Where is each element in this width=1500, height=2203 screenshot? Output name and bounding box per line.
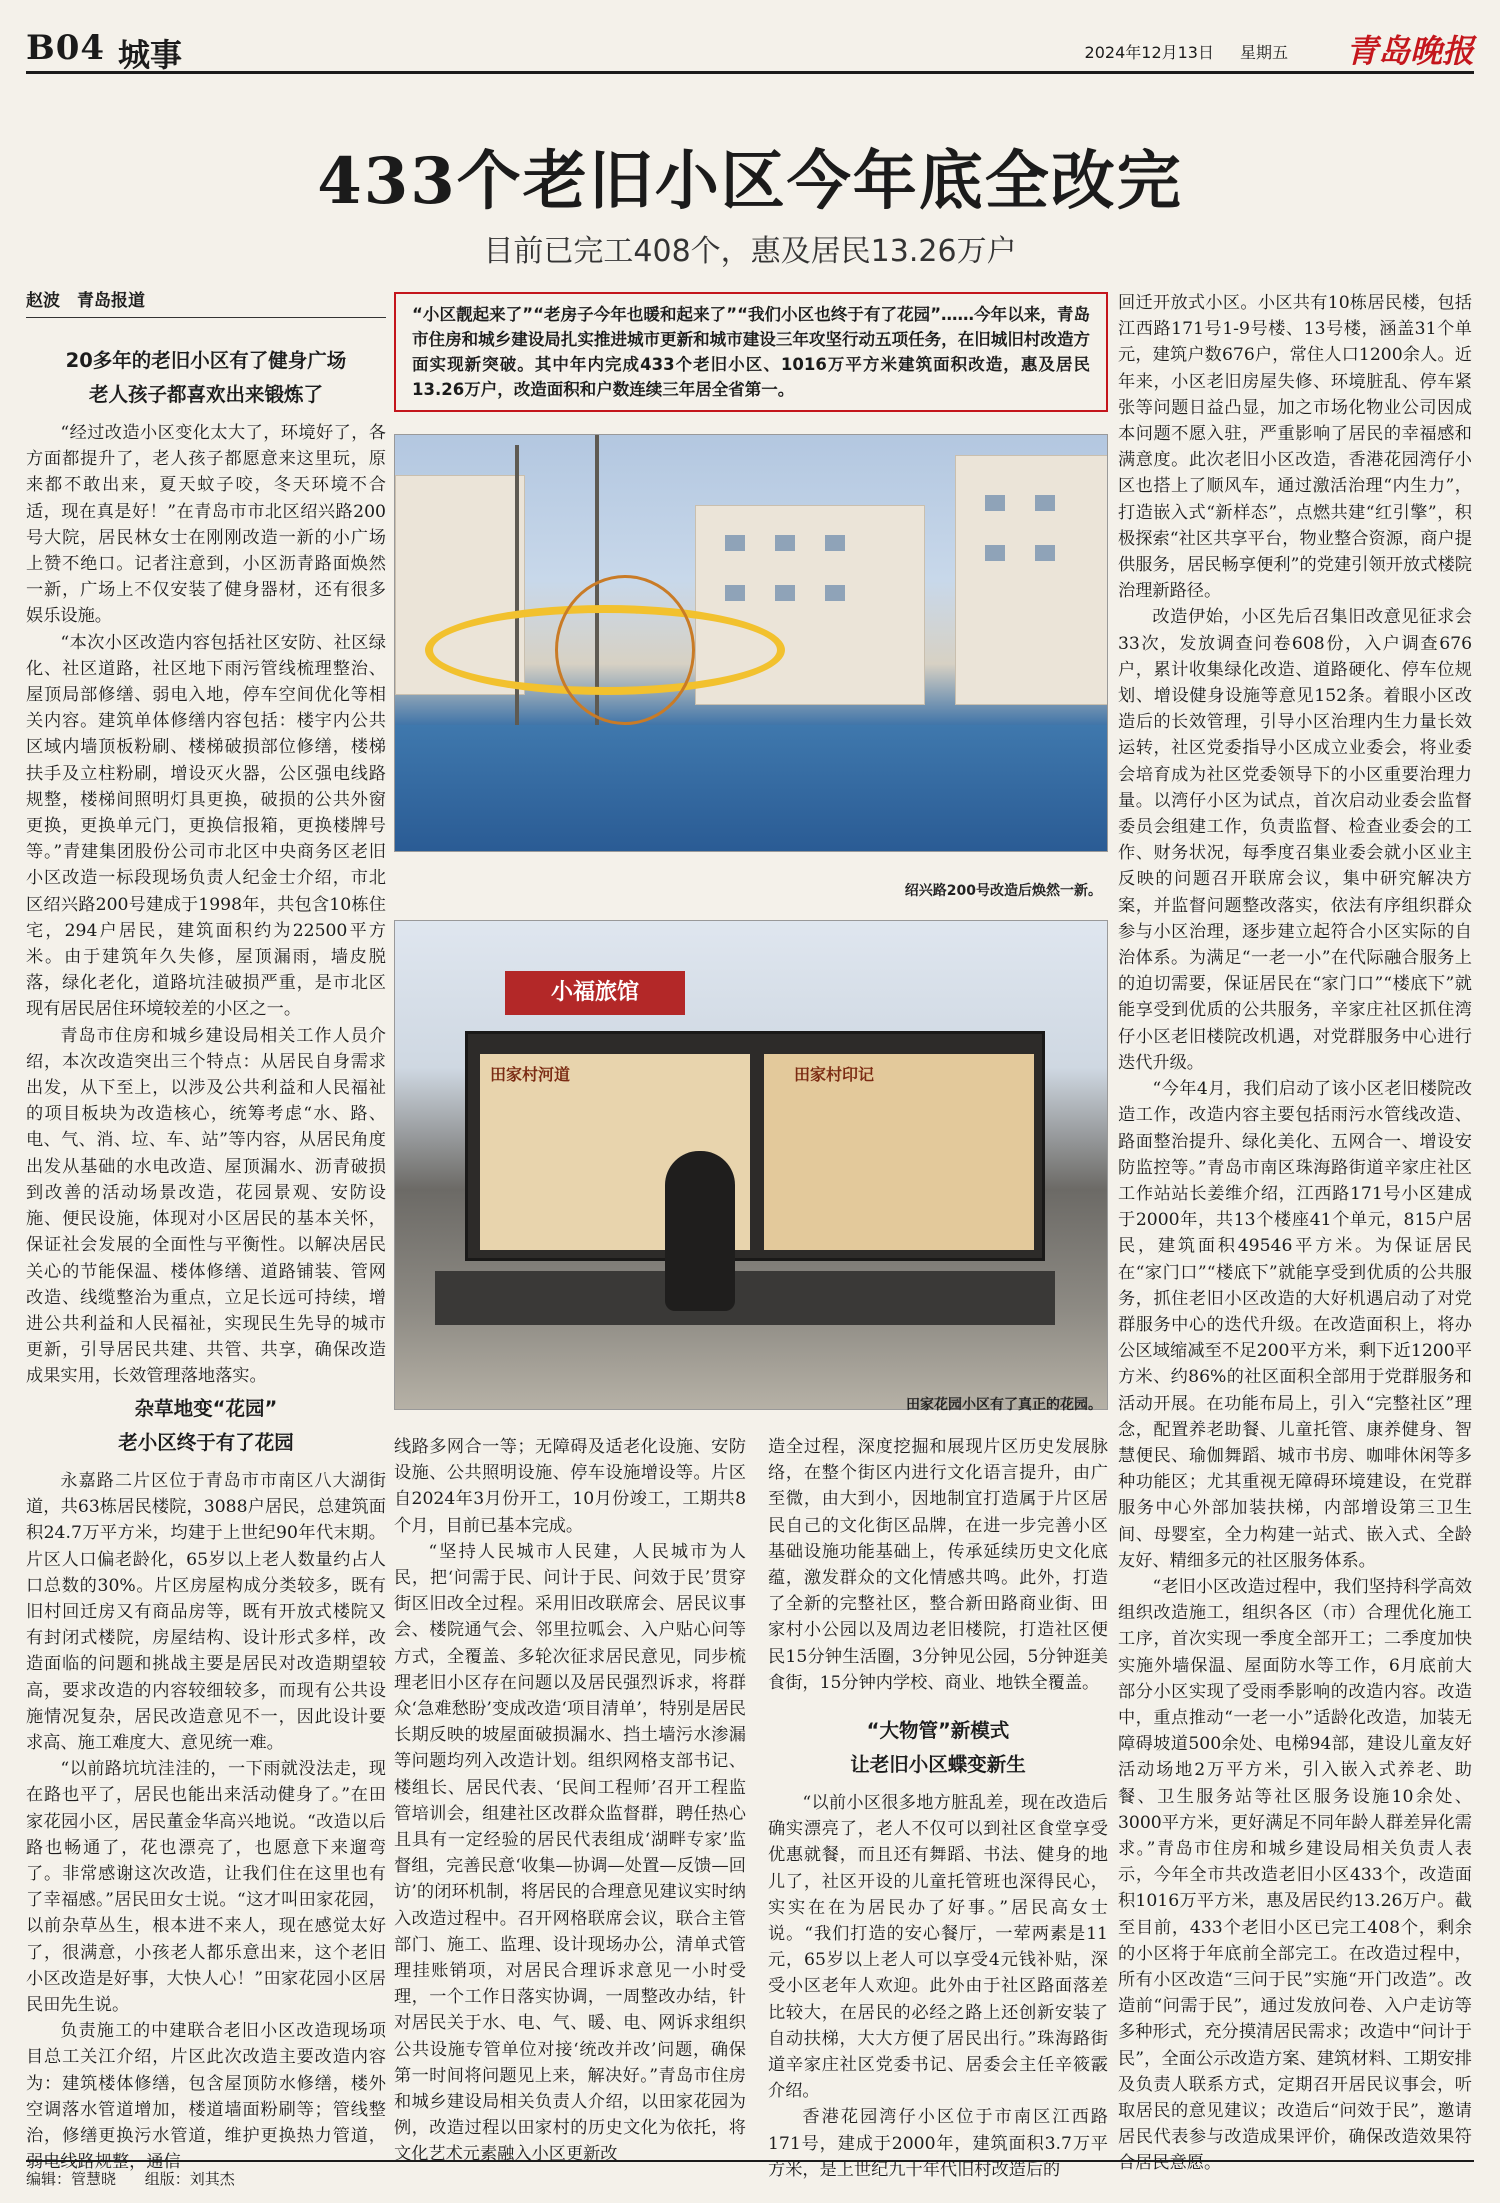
paragraph: 回迁开放式小区。小区共有10栋居民楼，包括江西路171号1-9号楼、13号楼，涵盖31个单元，建筑户数676户，常住人口1200余人。近年来，小区老旧房屋失修、环境脏乱、停车紧张等问题日益凸显，加之市场化物业公司因成本问题不愿入驻，严重影响了居民的幸福感和满意度。此次老旧小区改造，香港花园湾仔小区也搭上了顺风车，通过激活治理“内生力”，打造嵌入式“新样态”，点燃共建“红引擎”，积极探索“社区共享平台，物业整合资源，商户提供服务，居民畅享便利”的党建引领开放式楼院治理新路径。: [1118, 293, 1472, 602]
board-left-title: 田家村河道: [490, 1065, 571, 1084]
paragraph: “本次小区改造内容包括社区安防、社区绿化、社区道路，社区地下雨污管线梳理整治、屋顶局部修缮、弱电入地，停车空间优化等相关内容。建筑单体修缮内容包括：楼宇内公共区域内墙顶板粉刷、楼梯破损部位修缮，楼梯扶手及立柱粉刷，增设灭火器，公区强电线路规整，楼梯间照明灯具更换，破损的公共外窗更换，更换单元门，更换信报箱，更换楼牌号等。”青建集团股份公司市北区中央商务区老旧小区改造一标段现场负责人纪金士介绍，市北区绍兴路200号建成于1998年，共包含10栋住宅，294户居民，建筑面积约为22500平方米。由于建筑年久失修，屋顶漏雨，墙皮脱落，绿化老化，道路坑洼破损严重，是市北区现有居民居住环境较差的小区之一。: [26, 632, 386, 1020]
section3-title: “大物管”新模式 让老旧小区蝶变新生: [850, 1719, 1026, 1777]
paragraph: “今年4月，我们启动了该小区老旧楼院改造工作，改造内容主要包括雨污水管线改造、路面整治提升、绿化美化、五网合一、增设安防监控等。”青岛市南区珠海路街道辛家庄社区工作站站长姜维介绍，江西路171号小区建成于2000年，共13个楼座41个单元，815户居民，建筑面积49546平方米。为保证居民在“家门口”“楼底下”就能享受到优质的公共服务，抓住老旧小区改造的大好机遇启动了对党群服务中心的迭代升级。在改造面积上，将办公区域缩减至不足200平方米，剩下近1200平方米、约86%的社区面积全部用于党群服务和活动开展。在功能布局上，引入“完整社区”理念，配置养老助餐、儿童托管、康养健身、智慧便民、瑜伽舞蹈、城市书房、咖啡休闲等多种功能区；尤其重视无障碍环境建设，在党群服务中心外部加装扶梯，内部增设第三卫生间、母婴室，全力构建一站式、嵌入式、全龄友好、精细多元的社区服务体系。: [1118, 1079, 1472, 1571]
window: [825, 585, 845, 601]
middle-column-2: [768, 1434, 1108, 2183]
photo1-caption: 绍兴路200号改造后焕然一新。: [904, 883, 1102, 899]
layout-credit: 组版：刘其杰: [144, 2170, 235, 2188]
window: [775, 585, 795, 601]
paragraph: “经过改造小区变化太大了，环境好了，各方面都提升了，老人孩子都愿意来这里玩，原来都不敢出来，夏天蚊子咬，冬天环境不合适，现在真是好！”在青岛市市北区绍兴路200号大院，居民林女士在刚刚改造一新的小广场上赞不绝口。记者注意到，小区沥青路面焕然一新，广场上不仅安装了健身器材，还有很多娱乐设施。: [26, 423, 386, 627]
lead-box: “小区靓起来了”“老房子今年也暖和起来了”“我们小区也终于有了花园”……今年以来，青岛市住房和城乡建设局扎实推进城市更新和城市建设三年攻坚行动五项任务，在旧城旧村改造方面实现新突破。其中年内完成433个老旧小区、1016万平方米建筑面积改造，惠及居民13.26万户，改造面积和户数连续三年居全省第一。: [394, 292, 1108, 412]
section-name: 城事: [118, 36, 183, 74]
window: [985, 545, 1005, 561]
window: [825, 535, 845, 551]
footer: [26, 2160, 1474, 2189]
editor-credit: 编辑：管慧晓: [26, 2170, 117, 2188]
paragraph: “以前路坑坑洼洼的，一下雨就没法走，现在路也平了，居民也能出来活动健身了。”在田家花园小区，居民董金华高兴地说。“改造以后路也畅通了，花也漂亮了，也愿意下来遛弯了。非常感谢这次改造，让我们住在这里也有了幸福感。”居民田女士说。“这才叫田家花园，以前杂草丛生，根本进不来人，现在感觉太好了，很满意，小孩老人都乐意出来，这个老旧小区改造是好事，大快人心！”田家花园小区居民田先生说。: [26, 1759, 386, 2016]
window: [725, 585, 745, 601]
window: [985, 495, 1005, 511]
building: [955, 455, 1108, 705]
paragraph: “坚持人民城市人民建，人民城市为人民，把‘问需于民、问计于民、问效于民’贯穿街区旧改全过程。采用旧改联席会、居民议事会、楼院通气会、邻里拉呱会、入户贴心问等方式，全覆盖、多轮次征求居民意见，同步梳理老旧小区存在问题以及居民强烈诉求，将群众‘急难愁盼’变成改造‘项目清单’，特别是居民长期反映的坡屋面破损漏水、挡土墙污水渗漏等问题均列入改造计划。组织网格支部书记、楼组长、居民代表、‘民间工程师’召开工程监管培训会，组建社区改群众监督群，聘任热心且具有一定经验的居民代表组成‘湖畔专家’监督组，完善民意‘收集—协调—处置—反馈—回访’的闭环机制，将居民的合理意见建议实时纳入改造过程中。召开网格联席会议，联合主管部门、施工、监理、设计现场办公，清单式管理挂账销项，对居民合理诉求意见一小时受理，一个工作日落实协调，一周整改办结，针对居民关于水、电、气、暖、电、网诉求组织公共设施专管单位对接‘统改并改’问题，确保第一时间将问题见上来，解决好。”青岛市住房和城乡建设局相关负责人介绍，以田家花园为例，改造过程以田家村的历史文化为依托，将文化艺术元素融入小区更新改: [394, 1541, 746, 2165]
paragraph: 青岛市住房和城乡建设局相关工作人员介绍，本次改造突出三个特点：从居民自身需求出发，从下至上，以涉及公共利益和人民福祉的项目板块为改造核心，统筹考虑“水、路、电、气、消、垃、车、站”等内容，从居民角度出发从基础的水电改造、屋顶漏水、沥青破损到改善的活动场景改造，花园景观、安防设施、便民设施，体现对小区居民的基本关怀，保证社会发展的全面性与平衡性。以解决居民关心的节能保温、楼体修缮、道路铺装、管网改造、线缆整治为重点，立足长远可持续，增进公共利益和人民福祉，实现民生先导的城市更新，引导居民共建、共管、共享，确保改造成果实用，长效管理落地落实。: [26, 1025, 386, 1387]
rope-net: [555, 575, 695, 725]
window: [1035, 495, 1055, 511]
paper-logo: 青岛晚报: [1345, 32, 1474, 70]
window: [1035, 545, 1055, 561]
paragraph: 香港花园湾仔小区位于市南区江西路171号，建成于2000年，建筑面积3.7万平方米，是上世纪九十年代旧村改造后的: [768, 2107, 1108, 2180]
section1-title: 20多年的老旧小区有了健身广场 老人孩子都喜欢出来锻炼了: [65, 349, 347, 406]
paragraph: 改造伊始，小区先后召集旧改意见征求会33次，发放调查问卷608份，入户调查676户，累计收集绿化改造、道路硬化、停车位规划、增设健身设施等意见152条。着眼小区改造后的长效管理，引导小区治理内生力量长效运转，社区党委指导小区成立业委会，将业委会培育成为社区党委领导下的小区重要治理力量。以湾仔小区为试点，首次启动业委会监督委员会组建工作，负责监督、检查业委会的工作、财务状况，每季度召集业委会就小区业主反映的问题召开联席会议，集中研究解决方案，并监督问题整改落实，依法有序组织群众参与小区治理，逐步建立起符合小区实际的自治体系。为满足“一老一小”在代际融合服务上的迫切需要，保证居民在“家门口”“楼底下”就能享受到优质的公共服务，辛家庄社区抓住湾仔小区老旧楼院改机遇，对党群服务中心进行迭代升级。: [1118, 607, 1472, 1073]
right-column: [1118, 290, 1472, 2177]
paragraph: 负责施工的中建联合老旧小区改造现场项目总工关江介绍，片区此次改造主要改造内容为：建筑楼体修缮，包含屋顶防水修缮，楼外空调落水管道增加，楼道墙面粉刷等；管线整治，修缮更换污水管道，维护更换热力管道，弱电线路规整，通信: [26, 2021, 386, 2173]
byline: 赵波 青岛报道: [26, 286, 386, 318]
window: [775, 535, 795, 551]
subhead: 目前已完工408个，惠及居民13.26万户: [483, 234, 1017, 269]
middle-column-1: [394, 1434, 746, 2168]
paragraph: 线路多网合一等；无障碍及适老化设施、安防设施、公共照明设施、停车设施增设等。片区自2024年3月份开工，10月份竣工，工期共8个月，目前已基本完成。: [394, 1437, 746, 1536]
photo-garden-bench: [394, 920, 1108, 1410]
photo2-caption: 田家花园小区有了真正的花园。: [906, 1397, 1102, 1413]
board-panel-right: [764, 1054, 1034, 1250]
paragraph: 永嘉路二片区位于青岛市市南区八大湖街道，共63栋居民楼院，3088户居民，总建筑面积24.7万平方米，均建于上世纪90年代末期。片区人口偏老龄化，65岁以上老人数量约占人口总数的30%。片区房屋构成分类较多，既有旧村回迁房又有商品房等，既有开放式楼院又有封闭式楼院，房屋结构、设计形式多样，改造面临的问题和挑战主要是居民对改造期望较高，要求改造的内容较细较多，而现有公共设施情况复杂，居民改造意见不一，因此设计要求高、施工难度大、意见统一难。: [26, 1471, 386, 1754]
left-column-lower: [26, 1388, 386, 2175]
shop-sign: 小福旅馆: [505, 971, 685, 1015]
headline: 433个老旧小区今年底全改完: [317, 144, 1183, 219]
seated-resident: [665, 1151, 735, 1311]
section2-title: 杂草地变“花园” 老小区终于有了花园: [118, 1397, 294, 1454]
issue-date: 2024年12月13日: [1084, 43, 1214, 62]
left-column: [26, 340, 386, 1390]
issue-weekday: 星期五: [1239, 43, 1288, 62]
paragraph: “老旧小区改造过程中，我们坚持科学高效组织改造施工，组织各区（市）合理优化施工工序，首次实现一季度全部开工；二季度加快实施外墙保温、屋面防水等工作，6月底前大部分小区实现了受雨季影响的改造内容。改造中，重点推动“一老一小”适龄化改造，加装无障碍坡道500余处、电梯94部，建设儿童友好活动场地2万平方米，引入嵌入式养老、助餐、卫生服务站等社区服务设施10余处、3000平方米，更好满足不同年龄人群差异化需求。”青岛市住房和城乡建设局相关负责人表示，今年全市共改造老旧小区433个，改造面积1016万平方米，惠及居民约13.26万户。截至目前，433个老旧小区已完工408个，剩余的小区将于年底前全部完工。在改造过程中，所有小区改造“三问于民”实施“开门改造”。改造前“问需于民”，通过发放问卷、入户走访等多种形式，充分摸清居民需求；改造中“问计于民”，全面公示改造方案、建筑材料、工期安排及负责人联系方式，定期召开居民议事会，听取居民的意见建议；改造后“问效于民”，邀请居民代表参与改造成果评价，确保改造效果符合居民意愿。: [1118, 1576, 1472, 2174]
photo-fitness-plaza: [394, 434, 1108, 852]
board-right-title: 田家村印记: [794, 1065, 875, 1084]
section-code: B04: [26, 28, 106, 68]
bench: [435, 1271, 1055, 1325]
masthead: [26, 26, 1474, 74]
playground-court: [395, 725, 1108, 852]
window: [725, 535, 745, 551]
paragraph: 造全过程，深度挖掘和展现片区历史发展脉络，在整个街区内进行文化语言提升，由广至微，由大到小，因地制宜打造属于片区居民自己的文化街区品牌，在进一步完善小区基础设施功能基础上，传承延续历史文化底蕴，激发群众的文化情感共鸣。此外，打造了全新的完整社区，整合新田路商业街、田家村小公园以及周边老旧楼院，打造社区便民15分钟生活圈，3分钟见公园，5分钟逛美食街，15分钟内学校、商业、地铁全覆盖。: [768, 1437, 1108, 1693]
history-board: [465, 1031, 1045, 1261]
paragraph: “以前小区很多地方脏乱差，现在改造后确实漂亮了，老人不仅可以到社区食堂享受优惠就餐，而且还有舞蹈、书法、健身的地儿了，社区开设的儿童托管班也深得民心，实实在在为居民办了好事。”居民高女士说。“我们打造的安心餐厅，一荤两素是11元，65岁以上老人可以享受4元钱补贴，深受小区老年人欢迎。此外由于社区路面落差比较大，在居民的必经之路上还创新安装了自动扶梯，大大方便了居民出行。”珠海路街道辛家庄社区党委书记、居委会主任辛筱霰介绍。: [768, 1793, 1108, 2102]
